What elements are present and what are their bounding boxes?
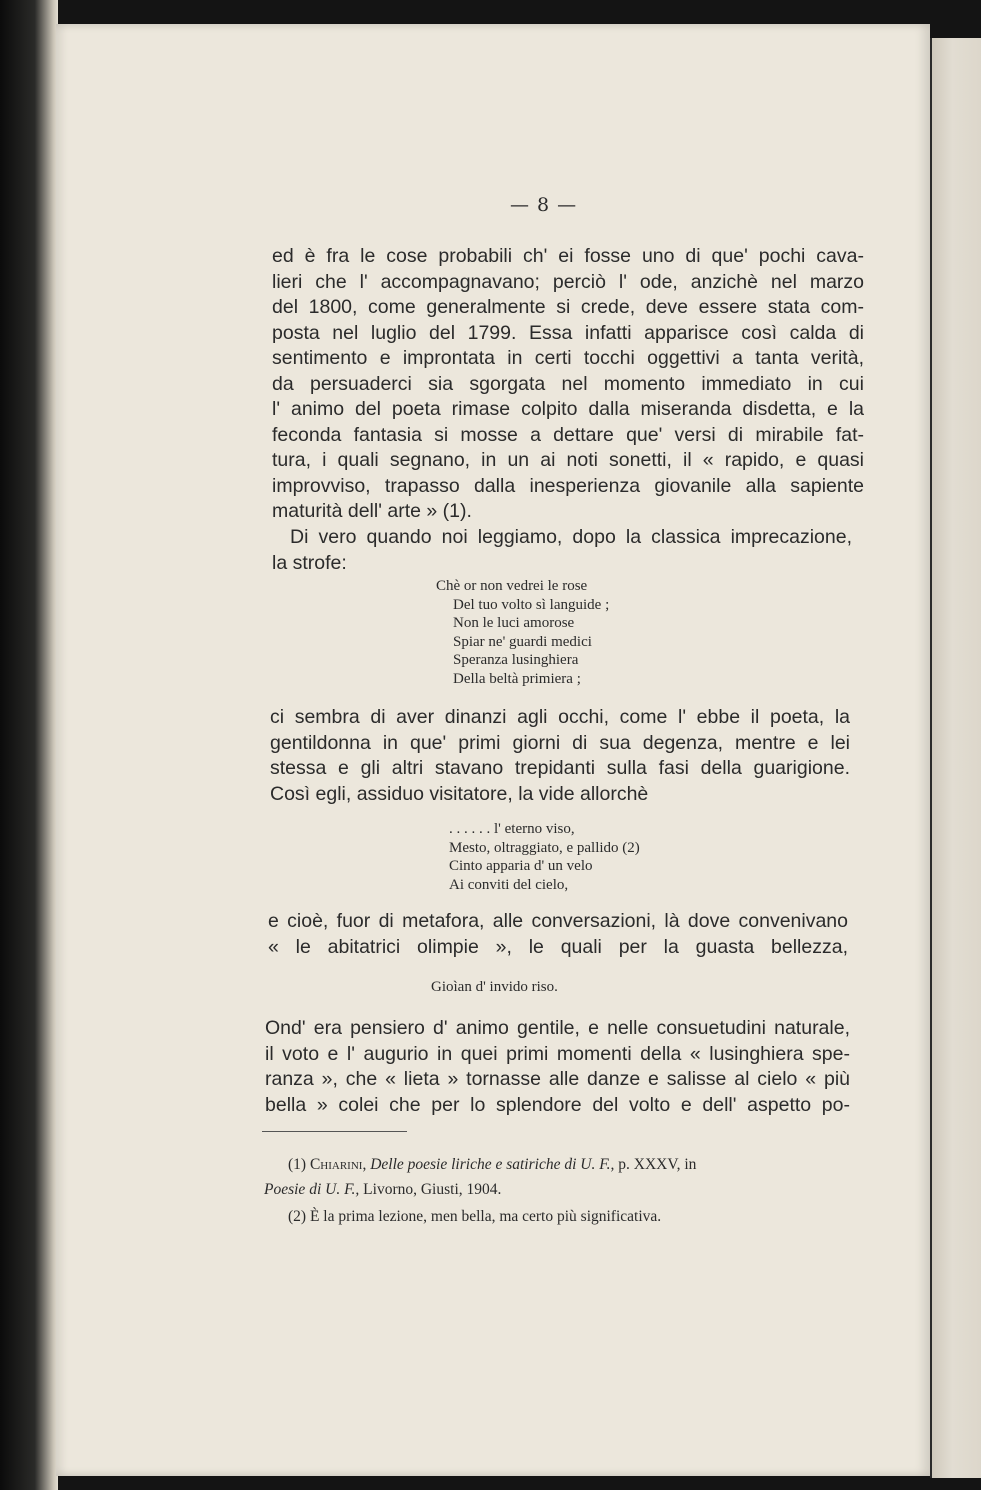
paragraph5-line: Ond' era pensiero d' animo gentile, e nelle consuetudini naturale, [265, 1017, 850, 1039]
verse1-line: Della beltà primiera ; [453, 670, 581, 687]
paragraph3-line: stessa e gli altri stavano trepidanti sulla fasi della guarigione. [270, 757, 850, 779]
paragraph1-line: del 1800, come generalmente si crede, deve essere stata com- [272, 296, 864, 318]
verse1-line: Non le luci amorose [453, 615, 575, 631]
paragraph4-line: « le abitatrici olimpie », le quali per la guasta bellezza, [268, 935, 848, 958]
verse1-line: Chè or non vedrei le rose [436, 578, 588, 594]
paragraph-1 [272, 244, 864, 525]
verse2-line: Ai conviti del cielo, [449, 876, 569, 893]
verse2-line: . . . . . . l' eterno viso, [449, 821, 575, 837]
paragraph1-line: ed è fra le cose probabili ch' ei fosse uno di que' pochi cava- [272, 245, 864, 267]
paragraph1-line: improvviso, trapasso dalla inesperienza giovanile alla sapiente [272, 474, 864, 497]
verse-quote-1 [436, 577, 609, 688]
verse2-line: Mesto, oltraggiato, e pallido (2) [449, 839, 640, 856]
paragraph1-line: feconda fantasia si mosse a dettare que' versi di mirabile fat- [272, 423, 864, 446]
verse-quote-3 [431, 978, 558, 997]
footnote-1-title: Delle poesie liriche e satiriche di U. F., [370, 1156, 615, 1173]
paragraph1-line: tura, i quali segnano, in un ai noti sonetti, il « rapido, e quasi [272, 449, 864, 471]
footnote-separator [262, 1131, 407, 1132]
paragraph1-line: posta nel luglio del 1799. Essa infatti apparisce così calda di [272, 321, 864, 344]
paragraph-5 [265, 1016, 850, 1118]
verse2-line: Cinto apparia d' un velo [449, 858, 593, 874]
verse1-line: Del tuo volto sì languide ; [453, 596, 610, 613]
verse1-line: Spiar ne' guardi medici [453, 633, 592, 650]
paragraph4-line: e cioè, fuor di metafora, alle conversazioni, là dove convenivano [268, 910, 848, 932]
footnote-1-marker: (1) [288, 1156, 307, 1173]
paragraph1-line: sentimento e improntata in certi tocchi oggettivi a tanta verità, [272, 347, 864, 369]
paragraph2-line: Di vero quando noi leggiamo, dopo la classica imprecazione, [290, 526, 852, 548]
verse-quote-2 [449, 820, 640, 894]
paragraph3-line: Così egli, assiduo visitatore, la vide allorchè [270, 782, 649, 805]
verse1-line: Speranza lusinghiera [453, 652, 579, 668]
paragraph-4 [268, 909, 848, 960]
footnote-1-publisher: Livorno, Giusti, 1904. [363, 1181, 502, 1198]
scan-right-edge [930, 38, 981, 1478]
paragraph5-line: ranza », che « lieta » tornasse alle danze e salisse al cielo « più [265, 1068, 850, 1090]
paragraph1-line: l' animo del poeta rimase colpito dalla miseranda disdetta, e la [272, 398, 864, 420]
footnote-2-text: È la prima lezione, men bella, ma certo più significativa. [309, 1208, 662, 1225]
paragraph3-line: gentildonna in que' primi giorni di sua degenza, mentre e lei [270, 731, 850, 754]
verse3-line: Gioìan d' invido riso. [431, 979, 558, 995]
paragraph5-line: il voto e l' augurio in quei primi momenti della « lusinghiera spe- [265, 1042, 850, 1065]
footnote-1-pages: p. XXXV, in [618, 1156, 697, 1173]
page-number: — 8 — [510, 194, 578, 216]
footnote-2-marker: (2) [288, 1208, 307, 1225]
paragraph2-line: la strofe: [272, 551, 347, 574]
paragraph5-line: bella » colei che per lo splendore del volto e dell' aspetto po- [265, 1093, 850, 1116]
paragraph1-line: da persuaderci sia sgorgata nel momento immediato in cui [272, 372, 864, 395]
footnote-1-author: Chiarini, [309, 1156, 367, 1173]
footnote-1-collection: Poesie di U. F., [264, 1181, 360, 1198]
paragraph3-line: ci sembra di aver dinanzi agli occhi, come l' ebbe il poeta, la [270, 706, 850, 728]
footnote-1 [288, 1152, 696, 1177]
paragraph-3 [270, 705, 850, 807]
footnote-1-continuation [264, 1177, 501, 1202]
scan-left-edge [0, 0, 58, 1490]
paragraph1-line: maturità dell' arte » (1). [272, 500, 472, 522]
footnote-2 [288, 1204, 661, 1229]
paragraph-2 [272, 525, 852, 576]
paragraph1-line: lieri che l' accompagnavano; perciò l' ode, anzichè nel marzo [272, 270, 864, 293]
